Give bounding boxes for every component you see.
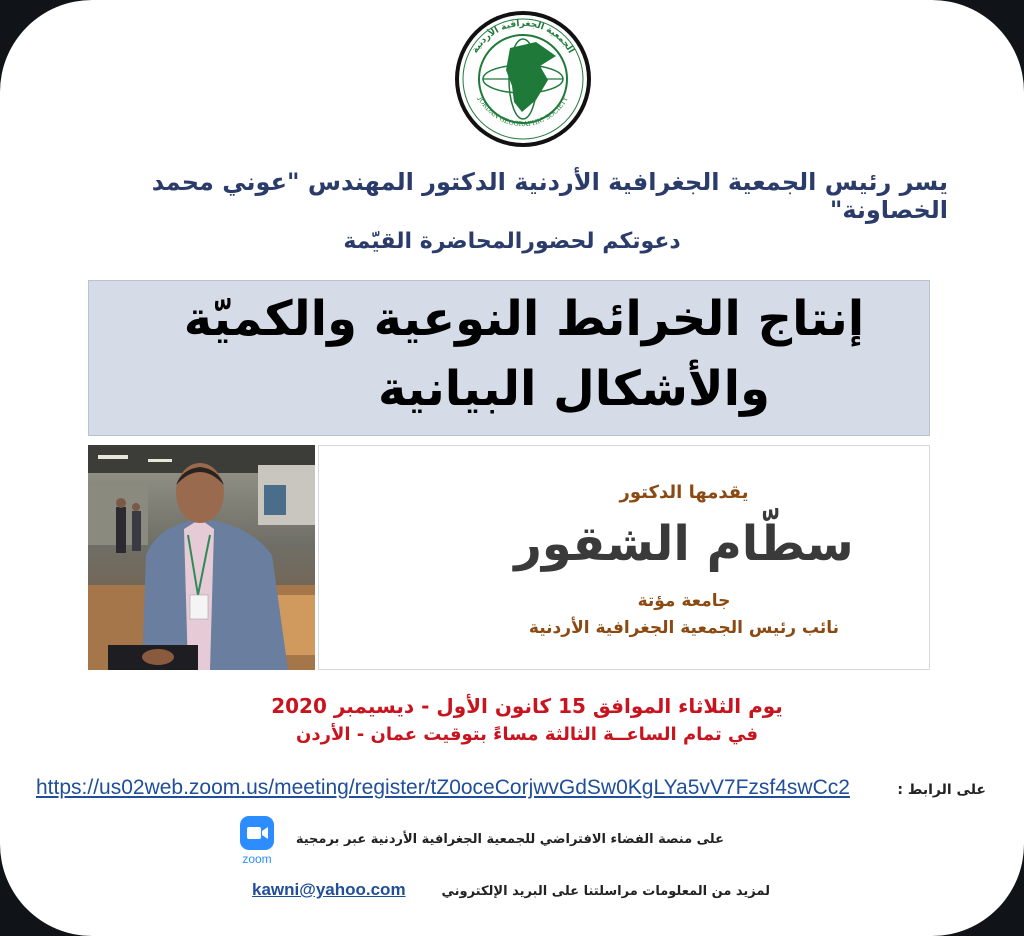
- lecture-title-box: [88, 280, 930, 436]
- registration-link[interactable]: https://us02web.zoom.us/meeting/register/tZ0oceCorjwvGdSw0KgLYa5vV7Fzsf4swCc2: [36, 776, 850, 799]
- logo-ring-text-en: JORDAN GEOGRAPHIC SOCIETY: [476, 95, 570, 129]
- contact-email-link[interactable]: kawni@yahoo.com: [252, 880, 406, 899]
- speaker-university: جامعة مؤتة: [637, 591, 731, 611]
- registration-link-label: على الرابط :: [897, 782, 986, 798]
- lecture-title-line-2: والأشكال البيانية: [378, 361, 770, 417]
- event-date: يوم الثلاثاء الموافق 15 كانون الأول - ديسيمبر 2020: [271, 694, 783, 718]
- contact-label: لمزيد من المعلومات مراسلتنا على البريد الإلكتروني: [441, 884, 770, 899]
- invitation-line-2: دعوتكم لحضورالمحاضرة القيّمة: [343, 229, 681, 254]
- society-logo: [452, 8, 594, 150]
- speaker-role: نائب رئيس الجمعية الجغرافية الأردنية: [528, 618, 840, 638]
- registration-link-row: [36, 776, 986, 806]
- platform-text: على منصة الفضاء الافتراضي للجمعية الجغرافية الأردنية عبر برمجية: [295, 832, 724, 847]
- speaker-photo: [88, 445, 315, 670]
- presented-by-label: يقدمها الدكتور: [619, 482, 749, 503]
- zoom-camera-icon: [240, 816, 274, 850]
- event-time: في تمام الساعــة الثالثة مساءً بتوقيت عمان - الأردن: [296, 724, 758, 745]
- zoom-logo: [236, 816, 276, 870]
- lecture-title-line-1: إنتاج الخرائط النوعية والكميّة: [183, 291, 865, 347]
- speaker-name: سطّام الشقور: [514, 516, 854, 572]
- invitation-line-1: يسر رئيس الجمعية الجغرافية الأردنية الدكتور المهندس "عوني محمد الخصاونة": [151, 168, 948, 224]
- zoom-wordmark: zoom: [242, 852, 272, 866]
- contact-row: [252, 880, 770, 906]
- logo-ring-text-ar: الجمعية الجغرافية الأردنية: [470, 18, 576, 56]
- speaker-info-box: [318, 445, 930, 670]
